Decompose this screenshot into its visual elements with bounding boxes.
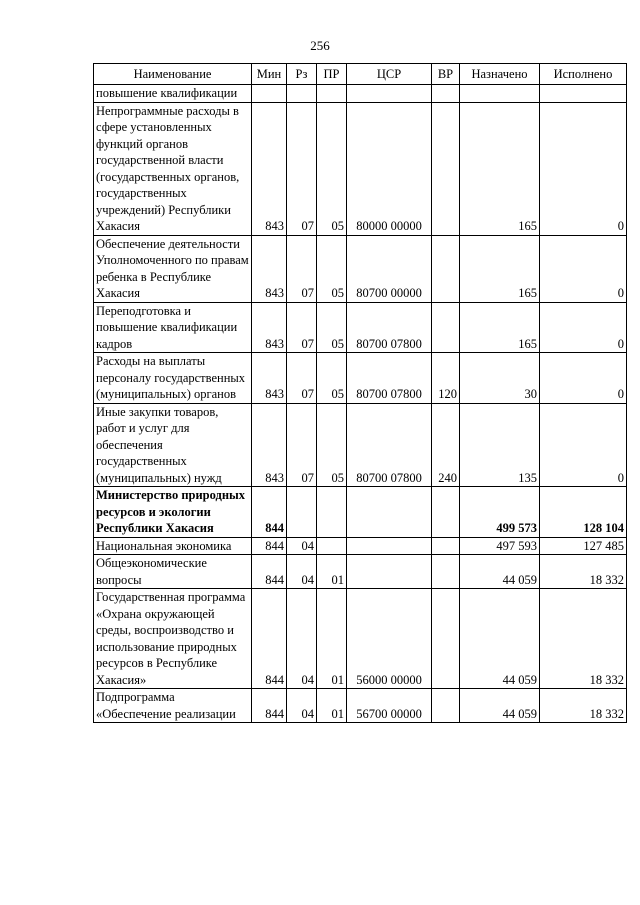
cell-assigned: 44 059 <box>460 689 540 723</box>
cell-min: 843 <box>252 403 287 487</box>
cell-rz: 07 <box>287 235 317 302</box>
cell-min: 844 <box>252 487 287 538</box>
cell-pr <box>317 537 347 555</box>
cell-min: 844 <box>252 537 287 555</box>
header-executed: Исполнено <box>540 64 627 85</box>
cell-executed: 0 <box>540 235 627 302</box>
table-row <box>94 589 627 689</box>
cell-executed: 18 332 <box>540 555 627 589</box>
cell-pr: 01 <box>317 555 347 589</box>
cell-assigned: 165 <box>460 235 540 302</box>
cell-pr: 01 <box>317 589 347 689</box>
cell-pr: 05 <box>317 403 347 487</box>
cell-vr <box>432 589 460 689</box>
cell-assigned: 44 059 <box>460 589 540 689</box>
cell-rz: 04 <box>287 555 317 589</box>
table-header-row <box>94 64 627 85</box>
cell-vr <box>432 487 460 538</box>
cell-executed: 0 <box>540 403 627 487</box>
cell-pr: 05 <box>317 353 347 404</box>
page-number: 256 <box>310 38 330 53</box>
cell-rz: 04 <box>287 689 317 723</box>
cell-csr: 56700 00000 <box>347 689 432 723</box>
cell-pr: 05 <box>317 102 347 235</box>
cell-min: 844 <box>252 589 287 689</box>
budget-table <box>93 63 627 723</box>
header-vr: ВР <box>432 64 460 85</box>
cell-assigned: 135 <box>460 403 540 487</box>
cell-assigned: 30 <box>460 353 540 404</box>
cell-vr <box>432 537 460 555</box>
table-row <box>94 102 627 235</box>
cell-vr <box>432 689 460 723</box>
table-body <box>94 85 627 723</box>
table-row <box>94 85 627 103</box>
cell-rz: 07 <box>287 302 317 353</box>
cell-name: Общеэкономические вопросы <box>94 555 252 589</box>
cell-csr: 80700 00000 <box>347 235 432 302</box>
cell-rz: 04 <box>287 537 317 555</box>
cell-assigned: 499 573 <box>460 487 540 538</box>
cell-executed: 0 <box>540 102 627 235</box>
cell-csr: 80700 07800 <box>347 353 432 404</box>
table-row <box>94 302 627 353</box>
cell-rz: 07 <box>287 403 317 487</box>
cell-assigned <box>460 85 540 103</box>
cell-csr <box>347 537 432 555</box>
cell-name: повышение квалификации <box>94 85 252 103</box>
table-row <box>94 487 627 538</box>
cell-rz <box>287 487 317 538</box>
cell-min: 843 <box>252 353 287 404</box>
cell-name: Переподготовка и повышение квалификации кадров <box>94 302 252 353</box>
cell-vr <box>432 555 460 589</box>
cell-csr: 80700 07800 <box>347 302 432 353</box>
cell-name: Непрограммные расходы в сфере установленных функций органов государственной власти (государственных органов, государственных учреждений) Республики Хакасия <box>94 102 252 235</box>
cell-pr: 01 <box>317 689 347 723</box>
cell-name: Обеспечение деятельности Уполномоченного по правам ребенка в Республике Хакасия <box>94 235 252 302</box>
cell-executed: 0 <box>540 353 627 404</box>
cell-min: 843 <box>252 302 287 353</box>
cell-rz: 04 <box>287 589 317 689</box>
cell-vr <box>432 302 460 353</box>
cell-executed <box>540 85 627 103</box>
table-row <box>94 235 627 302</box>
table-row <box>94 403 627 487</box>
cell-csr <box>347 487 432 538</box>
cell-assigned: 165 <box>460 102 540 235</box>
cell-name: Государственная программа «Охрана окружающей среды, воспроизводство и использование природных ресурсов в Республике Хакасия» <box>94 589 252 689</box>
cell-executed: 18 332 <box>540 589 627 689</box>
header-pr: ПР <box>317 64 347 85</box>
cell-name: Министерство природных ресурсов и экологии Республики Хакасия <box>94 487 252 538</box>
header-csr: ЦСР <box>347 64 432 85</box>
cell-assigned: 497 593 <box>460 537 540 555</box>
cell-pr: 05 <box>317 302 347 353</box>
cell-vr <box>432 102 460 235</box>
cell-rz: 07 <box>287 353 317 404</box>
cell-pr <box>317 487 347 538</box>
cell-vr <box>432 85 460 103</box>
cell-assigned: 165 <box>460 302 540 353</box>
cell-executed: 0 <box>540 302 627 353</box>
cell-name: Иные закупки товаров, работ и услуг для обеспечения государственных (муниципальных) нужд <box>94 403 252 487</box>
cell-name: Расходы на выплаты персоналу государственных (муниципальных) органов <box>94 353 252 404</box>
cell-name: Подпрограмма «Обеспечение реализации <box>94 689 252 723</box>
cell-csr: 80000 00000 <box>347 102 432 235</box>
header-rz: Рз <box>287 64 317 85</box>
table-row <box>94 537 627 555</box>
cell-pr: 05 <box>317 235 347 302</box>
table-row <box>94 689 627 723</box>
cell-vr: 240 <box>432 403 460 487</box>
cell-assigned: 44 059 <box>460 555 540 589</box>
cell-rz <box>287 85 317 103</box>
cell-csr: 80700 07800 <box>347 403 432 487</box>
header-name: Наименование <box>94 64 252 85</box>
cell-csr <box>347 85 432 103</box>
cell-min: 844 <box>252 555 287 589</box>
cell-min: 843 <box>252 235 287 302</box>
header-assigned: Назначено <box>460 64 540 85</box>
cell-executed: 18 332 <box>540 689 627 723</box>
cell-min <box>252 85 287 103</box>
cell-min: 843 <box>252 102 287 235</box>
cell-executed: 127 485 <box>540 537 627 555</box>
cell-csr <box>347 555 432 589</box>
cell-vr: 120 <box>432 353 460 404</box>
cell-rz: 07 <box>287 102 317 235</box>
cell-vr <box>432 235 460 302</box>
cell-min: 844 <box>252 689 287 723</box>
table-row <box>94 555 627 589</box>
cell-name: Национальная экономика <box>94 537 252 555</box>
header-min: Мин <box>252 64 287 85</box>
cell-executed: 128 104 <box>540 487 627 538</box>
cell-pr <box>317 85 347 103</box>
table-row <box>94 353 627 404</box>
cell-csr: 56000 00000 <box>347 589 432 689</box>
